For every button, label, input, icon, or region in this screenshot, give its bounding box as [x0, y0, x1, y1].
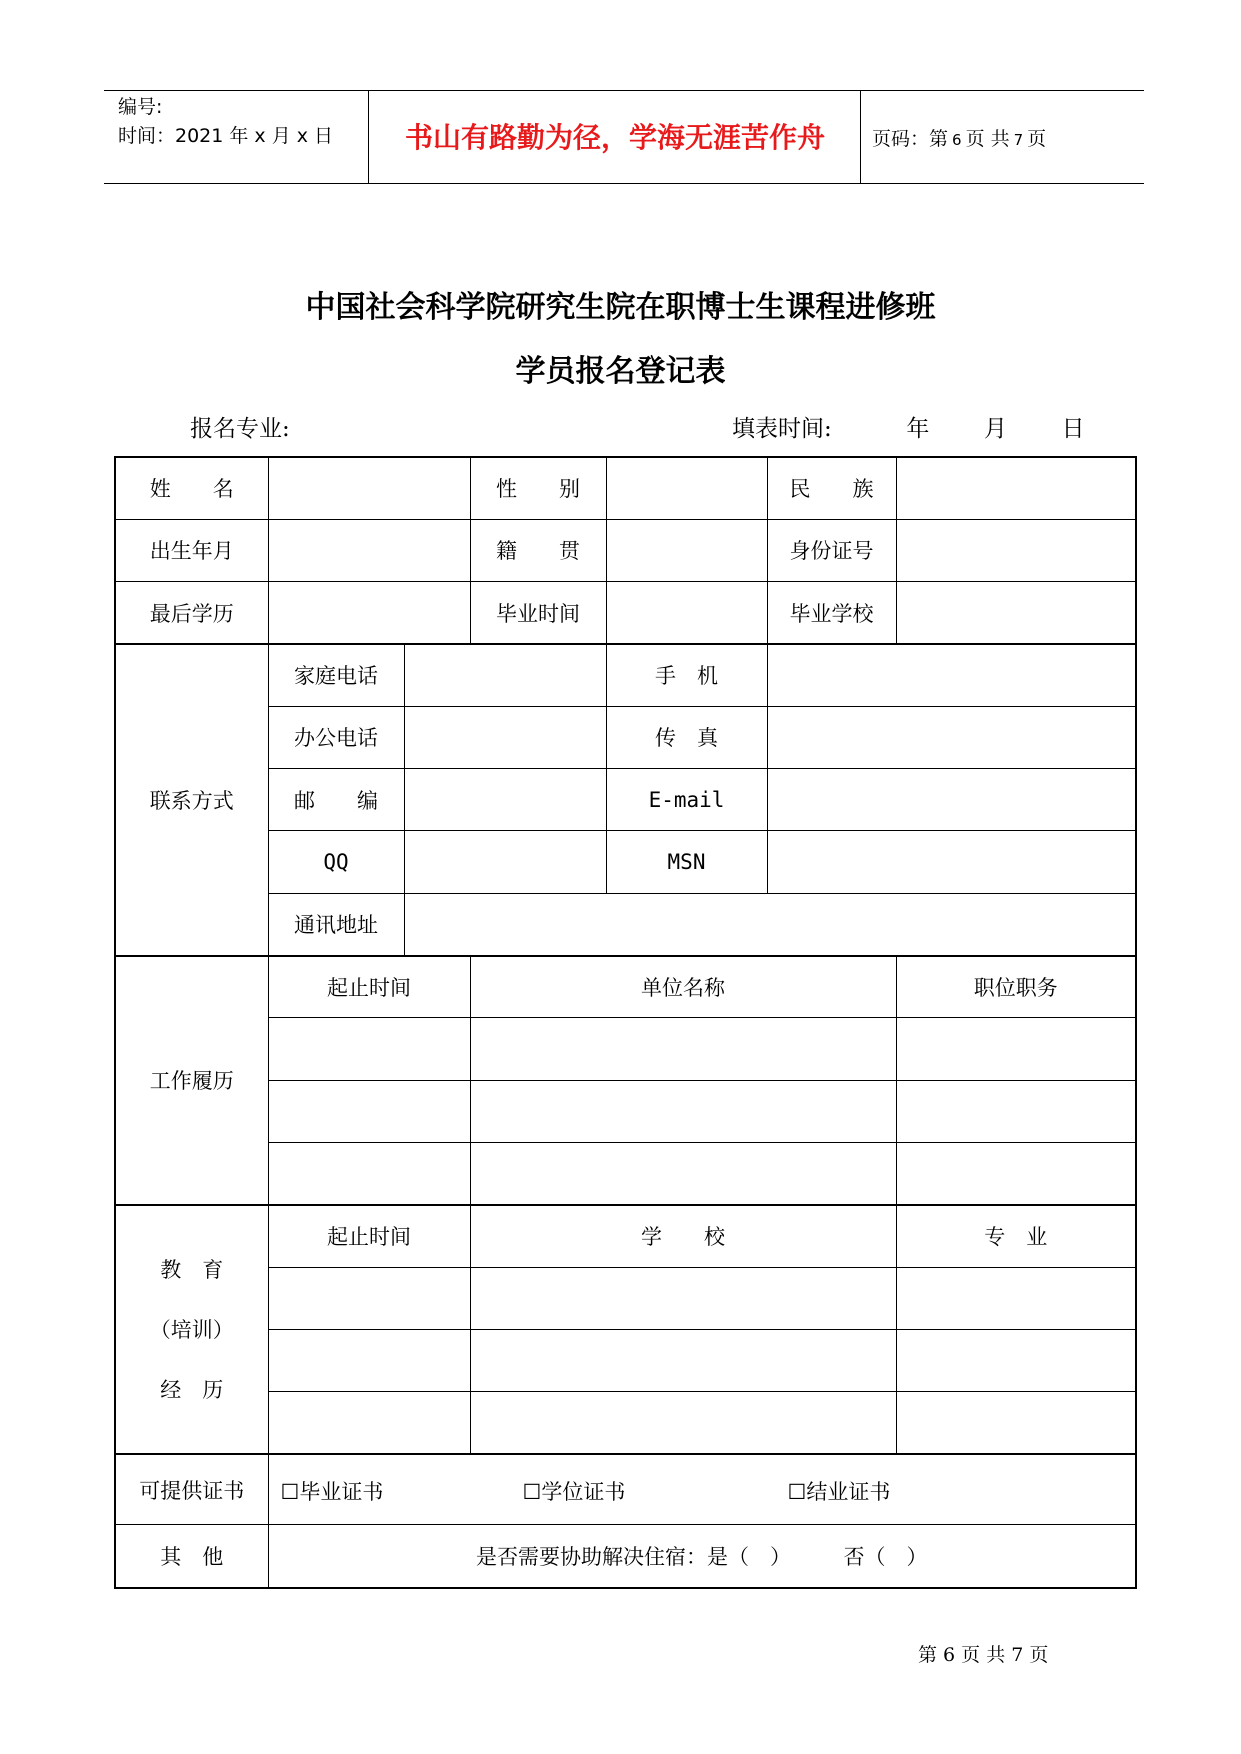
page-mid: 页 共 — [965, 128, 1010, 150]
edu-major-cell[interactable] — [896, 1330, 1136, 1392]
edu-period-header: 起止时间 — [268, 1205, 470, 1267]
day-label: 日 — [1061, 416, 1085, 442]
birth-label: 出生年月 — [115, 519, 268, 581]
page-number: 6 — [952, 131, 962, 149]
month-label: 月 — [984, 416, 1007, 442]
msn-field[interactable] — [767, 831, 1136, 893]
education-section-line3: 经 历 — [160, 1377, 224, 1402]
serial-label: 编号: — [118, 96, 163, 118]
education-section-label — [115, 1205, 268, 1454]
work-org-cell[interactable] — [470, 1080, 896, 1142]
office-phone-label: 办公电话 — [268, 706, 404, 768]
postcode-field[interactable] — [404, 769, 606, 831]
edu-major-cell[interactable] — [896, 1392, 1136, 1454]
edu-school-cell[interactable] — [470, 1392, 896, 1454]
header-top-rule — [104, 90, 1144, 91]
name-label: 姓 名 — [115, 457, 268, 519]
postcode-label: 邮 编 — [268, 769, 404, 831]
home-phone-field[interactable] — [404, 644, 606, 706]
page-label: 页码：第 — [872, 128, 949, 150]
education-level-label: 最后学历 — [115, 582, 268, 644]
work-position-header: 职位职务 — [896, 956, 1136, 1018]
edu-period-cell[interactable] — [268, 1392, 470, 1454]
edu-school-cell[interactable] — [470, 1330, 896, 1392]
graduation-time-label: 毕业时间 — [470, 582, 606, 644]
header-divider-right — [860, 90, 861, 184]
page-footer: 第 6 页 共 7 页 — [918, 1644, 1049, 1666]
work-position-cell[interactable] — [896, 1143, 1136, 1205]
fill-date-label: 填表时间: — [732, 416, 832, 442]
page-total: 7 — [1013, 131, 1024, 149]
fax-field[interactable] — [767, 706, 1136, 768]
graduation-school-field[interactable] — [896, 582, 1136, 644]
header-page-indicator — [872, 124, 1046, 151]
native-label: 籍 贯 — [470, 519, 606, 581]
ethnic-label: 民 族 — [767, 457, 896, 519]
gender-field[interactable] — [606, 457, 767, 519]
email-field[interactable] — [767, 769, 1136, 831]
header-bottom-rule — [104, 183, 1144, 184]
email-label: E-mail — [606, 769, 767, 831]
id-number-field[interactable] — [896, 519, 1136, 581]
registration-form — [114, 456, 1137, 1589]
work-org-cell[interactable] — [470, 1018, 896, 1080]
contact-section-label: 联系方式 — [115, 644, 268, 956]
native-field[interactable] — [606, 519, 767, 581]
certificates-label: 可提供证书 — [115, 1454, 268, 1524]
accommodation-question[interactable]: 是否需要协助解决住宿：是（ ） 否（ ） — [268, 1525, 1136, 1588]
education-level-field[interactable] — [268, 582, 470, 644]
edu-school-cell[interactable] — [470, 1267, 896, 1329]
completion-checkbox[interactable]: ☐结业证书 — [787, 1479, 891, 1504]
id-number-label: 身份证号 — [767, 519, 896, 581]
work-period-header: 起止时间 — [268, 956, 470, 1018]
fill-date — [732, 410, 1085, 443]
certificates-options — [268, 1454, 1136, 1524]
work-period-cell[interactable] — [268, 1143, 470, 1205]
header-divider-left — [368, 90, 369, 184]
gender-label: 性 别 — [470, 457, 606, 519]
ethnic-field[interactable] — [896, 457, 1136, 519]
home-phone-label: 家庭电话 — [268, 644, 404, 706]
edu-major-cell[interactable] — [896, 1267, 1136, 1329]
motto: 书山有路勤为径，学海无涯苦作舟 — [404, 121, 825, 154]
graduation-time-field[interactable] — [606, 582, 767, 644]
diploma-checkbox[interactable]: ☐毕业证书 — [280, 1479, 384, 1504]
education-section-line1: 教 育 — [160, 1257, 224, 1282]
qq-field[interactable] — [404, 831, 606, 893]
edu-major-header: 专 业 — [896, 1205, 1136, 1267]
other-label: 其 他 — [115, 1525, 268, 1588]
mobile-field[interactable] — [767, 644, 1136, 706]
page-title: 中国社会科学院研究生院在职博士生课程进修班 — [305, 290, 936, 325]
page-end: 页 — [1027, 128, 1047, 150]
work-period-cell[interactable] — [268, 1018, 470, 1080]
qq-label: QQ — [268, 831, 404, 893]
birth-field[interactable] — [268, 519, 470, 581]
address-field[interactable] — [404, 893, 1136, 955]
office-phone-field[interactable] — [404, 706, 606, 768]
work-position-cell[interactable] — [896, 1080, 1136, 1142]
work-section-label: 工作履历 — [115, 956, 268, 1205]
time-label: 时间：2021 年 x 月 x 日 — [118, 125, 334, 147]
address-label: 通讯地址 — [268, 893, 404, 955]
edu-period-cell[interactable] — [268, 1330, 470, 1392]
fax-label: 传 真 — [606, 706, 767, 768]
edu-school-header: 学 校 — [470, 1205, 896, 1267]
header-info — [118, 93, 333, 151]
edu-period-cell[interactable] — [268, 1267, 470, 1329]
graduation-school-label: 毕业学校 — [767, 582, 896, 644]
work-position-cell[interactable] — [896, 1018, 1136, 1080]
work-period-cell[interactable] — [268, 1080, 470, 1142]
education-section-line2: （培训） — [149, 1317, 234, 1342]
degree-checkbox[interactable]: ☐学位证书 — [522, 1479, 626, 1504]
mobile-label: 手 机 — [606, 644, 767, 706]
msn-label: MSN — [606, 831, 767, 893]
name-field[interactable] — [268, 457, 470, 519]
form-title: 学员报名登记表 — [515, 354, 726, 389]
work-org-cell[interactable] — [470, 1143, 896, 1205]
year-label: 年 — [906, 416, 930, 442]
work-org-header: 单位名称 — [470, 956, 896, 1018]
major-label: 报名专业: — [190, 416, 290, 442]
